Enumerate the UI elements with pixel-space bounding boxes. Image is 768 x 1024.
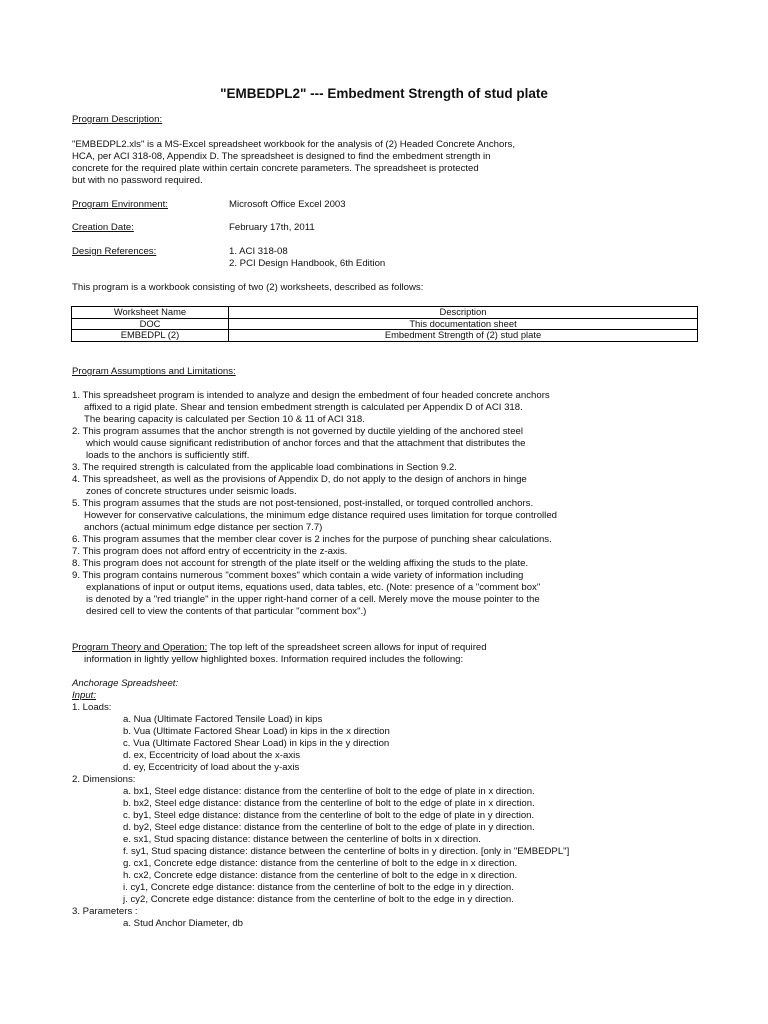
dimension-item: g. cx1, Concrete edge distance: distance from the centerline of bolt to the edge in x direction. — [123, 858, 518, 869]
dimension-item: b. bx2, Steel edge distance: distance from the centerline of bolt to the edge of plate in x direction. — [123, 798, 535, 809]
assumption-line: 4. This spreadsheet, as well as the provisions of Appendix D, do not apply to the design of anchors in hinge — [72, 474, 527, 485]
load-item: d. ex, Eccentricity of load about the x-axis — [123, 750, 301, 761]
design-references-label: Design References: — [72, 246, 157, 257]
worksheet-table — [71, 306, 698, 342]
column-header: Description — [229, 307, 698, 319]
assumption-line: loads to the anchors is sufficiently stiff. — [86, 450, 250, 461]
assumption-line: 6. This program assumes that the member clear cover is 2 inches for the purpose of punching shear calculations. — [72, 534, 552, 545]
theory-line — [72, 642, 487, 654]
description-line: HCA, per ACI 318-08, Appendix D. The spreadsheet is designed to find the embedment strength in — [72, 151, 491, 162]
parameters-label: 3. Parameters : — [72, 906, 138, 917]
assumptions-heading: Program Assumptions and Limitations: — [72, 366, 236, 377]
assumption-line: 5. This program assumes that the studs are not post-tensioned, post-installed, or torqued controlled anchors. — [72, 498, 534, 509]
load-item: d. ey, Eccentricity of load about the y-axis — [123, 762, 300, 773]
dimension-item: j. cy2, Concrete edge distance: distance from the centerline of bolt to the edge in y direction. — [123, 894, 514, 905]
table-cell: This documentation sheet — [229, 318, 698, 330]
dimension-item: f. sy1, Stud spacing distance: distance between the centerline of bolts in y direction. [only in "EMBEDPL"] — [123, 846, 570, 857]
assumption-line: affixed to a rigid plate. Shear and tension embedment strength is calculated per Appendix D of ACI 318. — [84, 402, 523, 413]
page-title: "EMBEDPL2" --- Embedment Strength of stud plate — [220, 86, 548, 101]
assumption-line: 2. This program assumes that the anchor strength is not governed by ductile yielding of the anchored steel — [72, 426, 523, 437]
assumption-line: 8. This program does not account for strength of the plate itself or the welding affixing the studs to the plate. — [72, 558, 529, 569]
assumption-line: 7. This program does not afford entry of eccentricity in the z-axis. — [72, 546, 348, 557]
creation-date-label: Creation Date: — [72, 222, 134, 233]
description-line: but with no password required. — [72, 175, 203, 186]
theory-text: The top left of the spreadsheet screen allows for input of required — [207, 642, 487, 653]
assumption-line: which would cause significant redistribution of anchor forces and that the attachment that distributes the — [86, 438, 526, 449]
column-header: Worksheet Name — [72, 307, 229, 319]
assumption-line: is denoted by a "red triangle" in the upper right-hand corner of a cell. Merely move the mouse pointer to the — [86, 594, 540, 605]
table-header-row — [72, 307, 698, 319]
load-item: a. Nua (Ultimate Factored Tensile Load) in kips — [123, 714, 323, 725]
theory-heading: Program Theory and Operation: — [72, 642, 208, 653]
assumption-line: 9. This program contains numerous "comment boxes" which contain a wide variety of information including — [72, 570, 524, 581]
workbook-intro: This program is a workbook consisting of two (2) worksheets, described as follows: — [72, 282, 424, 293]
assumption-line: 3. The required strength is calculated from the applicable load combinations in Section 9.2. — [72, 462, 457, 473]
description-line: concrete for the required plate within certain concrete parameters. The spreadsheet is protected — [72, 163, 479, 174]
input-label: Input: — [72, 690, 97, 701]
table-cell: EMBEDPL (2) — [72, 330, 229, 342]
loads-label: 1. Loads: — [72, 702, 112, 713]
design-reference: 2. PCI Design Handbook, 6th Edition — [229, 258, 386, 269]
table-row — [72, 318, 698, 330]
dimension-item: e. sx1, Stud spacing distance: distance between the centerline of bolts in x direction. — [123, 834, 481, 845]
assumption-line: desired cell to view the contents of that particular "comment box".) — [86, 606, 367, 617]
anchorage-heading: Anchorage Spreadsheet: — [72, 678, 179, 689]
dimension-item: c. by1, Steel edge distance: distance from the centerline of bolt to the edge of plate in y direction. — [123, 810, 535, 821]
environment-label: Program Environment: — [72, 199, 168, 210]
dimension-item: a. bx1, Steel edge distance: distance from the centerline of bolt to the edge of plate in x direction. — [123, 786, 535, 797]
theory-line: information in lightly yellow highlighted boxes. Information required includes the following: — [84, 654, 464, 665]
description-heading: Program Description: — [72, 114, 163, 125]
dimensions-label: 2. Dimensions: — [72, 774, 136, 785]
table-cell: Embedment Strength of (2) stud plate — [229, 330, 698, 342]
assumption-line: explanations of input or output items, equations used, data tables, etc. (Note: presence of a "comment box" — [86, 582, 541, 593]
load-item: c. Vua (Ultimate Factored Shear Load) in kips in the y direction — [123, 738, 390, 749]
parameter-item: a. Stud Anchor Diameter, db — [123, 918, 243, 929]
assumption-line: zones of concrete structures under seismic loads. — [86, 486, 297, 497]
assumption-line: The bearing capacity is calculated per Section 10 & 11 of ACI 318. — [84, 414, 365, 425]
environment-value: Microsoft Office Excel 2003 — [229, 199, 346, 210]
table-cell: DOC — [72, 318, 229, 330]
dimension-item: d. by2, Steel edge distance: distance from the centerline of bolt to the edge of plate in y direction. — [123, 822, 535, 833]
load-item: b. Vua (Ultimate Factored Shear Load) in kips in the x direction — [123, 726, 390, 737]
design-reference: 1. ACI 318-08 — [229, 246, 288, 257]
assumption-line: However for conservative calculations, the minimum edge distance required uses limitation for torque controlled — [84, 510, 557, 521]
assumption-line: anchors (actual minimum edge distance per section 7.7) — [84, 522, 323, 533]
description-line: "EMBEDPL2.xls" is a MS-Excel spreadsheet workbook for the analysis of (2) Headed Concrete Anchors, — [72, 139, 515, 150]
dimension-item: h. cx2, Concrete edge distance: distance from the centerline of bolt to the edge in x direction. — [123, 870, 518, 881]
assumption-line: 1. This spreadsheet program is intended to analyze and design the embedment of four headed concrete anchors — [72, 390, 550, 401]
creation-date-value: February 17th, 2011 — [229, 222, 315, 233]
table-row — [72, 330, 698, 342]
dimension-item: i. cy1, Concrete edge distance: distance from the centerline of bolt to the edge in y direction. — [123, 882, 514, 893]
